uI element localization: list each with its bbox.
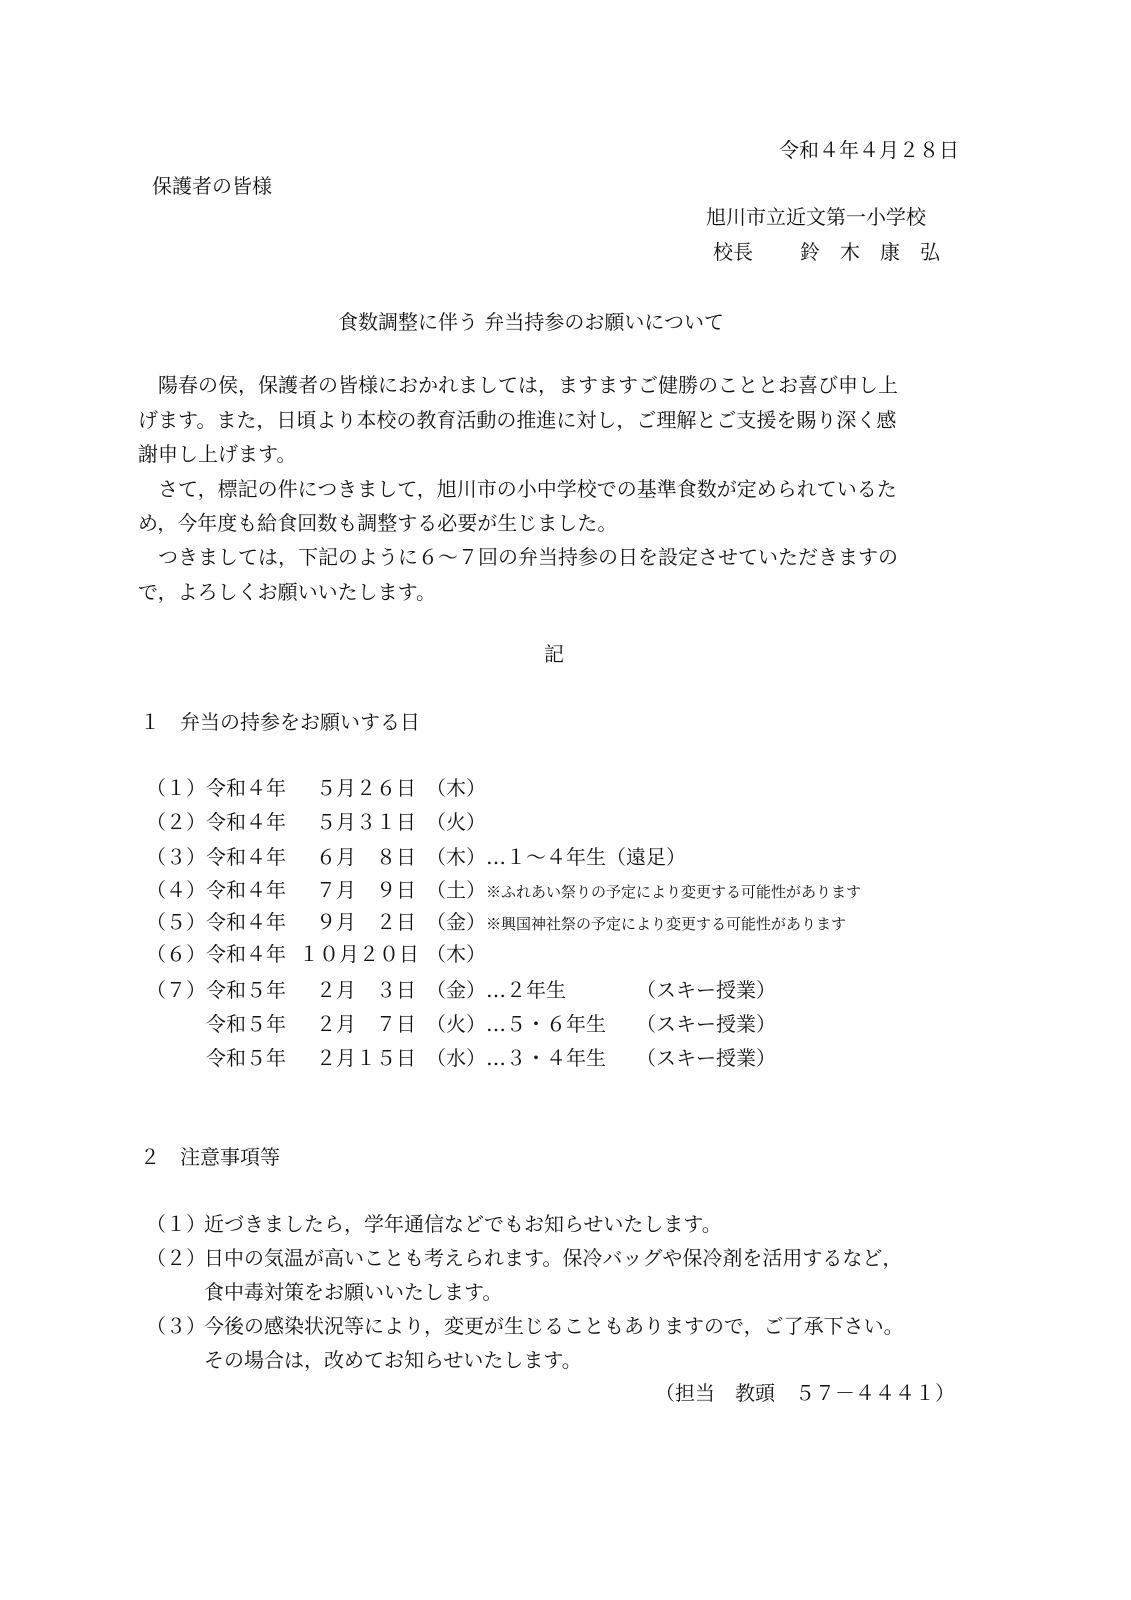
body-line: つきましては，下記のように６～７回の弁当持参の日を設定させていただきますの [158,545,898,569]
body-line: 陽春の侯，保護者の皆様におかれましては，ますますご健勝のこととお喜び申し上 [158,373,898,397]
notice-number: （３） [146,1314,206,1338]
notice-text: 近づきましたら，学年通信などでもお知らせいたします。 [204,1212,722,1236]
contact-info: （担当 教頭 ５７－４４４１） [655,1381,955,1405]
row-grade: …３・４年生 [486,1046,606,1070]
body-line: 謝申し上げます。 [138,442,297,466]
body-line: め，今年度も給食回数も調整する必要が生じました。 [138,511,618,535]
row-era: 令和４年 [206,810,286,834]
row-date: ６月 ８日 [316,845,416,869]
row-era: 令和５年 [206,978,286,1002]
row-era: 令和４年 [206,776,286,800]
row-era: 令和４年 [206,845,286,869]
row-number: （５） [146,910,206,934]
row-number: （１） [146,776,206,800]
row-activity: （スキー授業） [636,1046,776,1070]
row-weekday: （土） [426,878,486,902]
row-number: （４） [146,878,206,902]
row-date: ２月 ３日 [316,978,416,1002]
row-weekday: （火） [426,1012,486,1036]
row-era: 令和４年 [206,878,286,902]
body-line: さて，標記の件につきまして，旭川市の小中学校での基準食数が定められているた [158,477,897,501]
row-activity: （スキー授業） [636,1012,776,1036]
row-weekday: （金） [426,910,486,934]
row-date: ２月１５日 [316,1046,416,1070]
row-date: ２月 ７日 [316,1012,416,1036]
row-date: ７月 ９日 [316,878,416,902]
body-line: で，よろしくお願いいたします。 [138,580,436,604]
section1-heading: １ 弁当の持参をお願いする日 [140,710,420,734]
addressee: 保護者の皆様 [152,174,272,198]
notice-number: （２） [146,1246,206,1270]
principal-name: 鈴 木 康 弘 [800,240,940,264]
row-weekday: （木） [426,845,486,869]
row-date: ５月３１日 [316,810,416,834]
row-number: （７） [146,978,206,1002]
row-note: ※ふれあい祭りの予定により変更する可能性があります [486,883,862,901]
row-weekday: （木） [426,942,486,966]
principal-title: 校長 [713,240,753,264]
row-grade: …５・６年生 [486,1012,606,1036]
school-name: 旭川市立近文第一小学校 [706,205,926,229]
notice-text-cont: その場合は，改めてお知らせいたします。 [204,1348,582,1372]
ki-marker: 記 [544,642,564,666]
row-era: 令和５年 [206,1012,286,1036]
document-date: 令和４年４月２８日 [779,138,959,162]
notice-text: 今後の感染状況等により，変更が生じることもありますので，ご了承下さい。 [204,1314,904,1338]
document-title: 食数調整に伴う 弁当持参のお願いについて [338,310,724,334]
row-weekday: （木） [426,776,486,800]
row-number: （３） [146,845,206,869]
row-date: ９月 ２日 [316,910,416,934]
row-era: 令和５年 [206,1046,286,1070]
row-weekday: （金） [426,978,486,1002]
row-weekday: （水） [426,1046,486,1070]
row-date: ５月２６日 [316,776,416,800]
row-date: １０月２０日 [299,942,419,966]
row-detail: …１～４年生（遠足） [486,845,686,869]
notice-text-cont: 食中毒対策をお願いいたします。 [204,1280,503,1304]
row-number: （６） [146,942,206,966]
row-era: 令和４年 [206,910,286,934]
body-line: げます。また，日頃より本校の教育活動の推進に対し，ご理解とご支援を賜り深く感 [138,408,897,432]
row-grade: …２年生 [486,978,566,1002]
row-weekday: （火） [426,810,486,834]
notice-text: 日中の気温が高いことも考えられます。保冷バッグや保冷剤を活用するなど， [204,1246,903,1270]
section2-heading: ２ 注意事項等 [140,1145,280,1169]
row-era: 令和４年 [206,942,286,966]
row-number: （２） [146,810,206,834]
row-activity: （スキー授業） [636,978,776,1002]
row-note: ※興国神社祭の予定により変更する可能性があります [486,915,847,933]
notice-number: （１） [146,1212,206,1236]
